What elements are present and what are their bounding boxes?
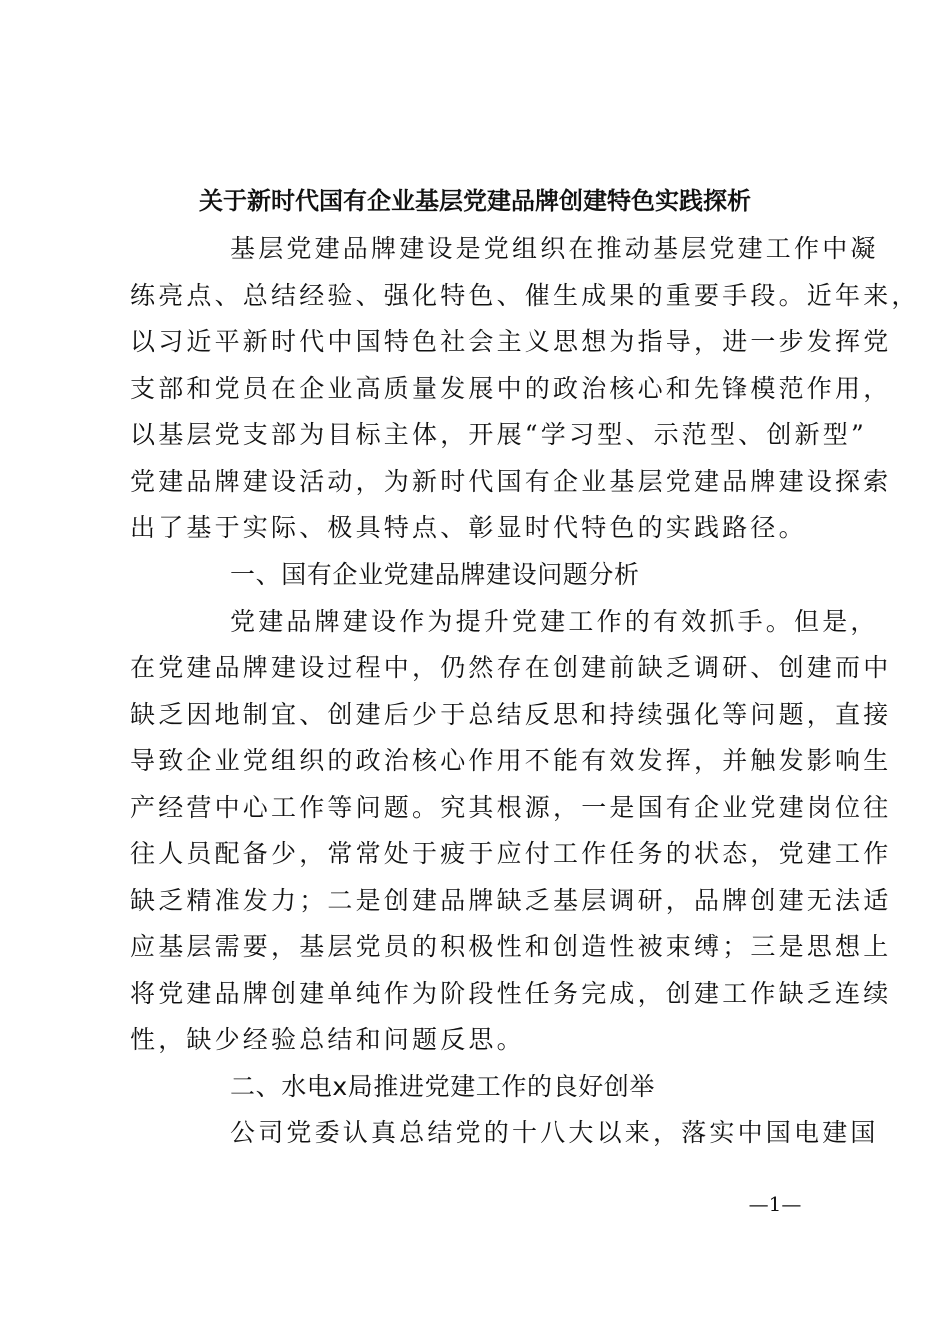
section-heading-2: 二、水电x局推进党建工作的良好创举 <box>230 1072 655 1101</box>
paragraph-line: 党建品牌建设活动，为新时代国有企业基层党建品牌建设探索 <box>130 467 892 496</box>
paragraph-line: 往人员配备少，常常处于疲于应付工作任务的状态，党建工作 <box>130 839 892 868</box>
paragraph-line: 性，缺少经验总结和问题反思。 <box>130 1025 525 1054</box>
paragraph-line: 缺乏精准发力；二是创建品牌缺乏基层调研，品牌创建无法适 <box>130 886 892 915</box>
paragraph-line: 将党建品牌创建单纯作为阶段性任务完成，创建工作缺乏连续 <box>130 979 892 1008</box>
document-title: 关于新时代国有企业基层党建品牌创建特色实践探析 <box>199 186 751 215</box>
paragraph-line: 公司党委认真总结党的十八大以来，落实中国电建国 <box>230 1118 879 1147</box>
paragraph-line: 在党建品牌建设过程中，仍然存在创建前缺乏调研、创建而中 <box>130 653 892 682</box>
section-heading-1: 一、国有企业党建品牌建设问题分析 <box>230 560 640 589</box>
paragraph-line: 以基层党支部为目标主体，开展“学习型、示范型、创新型” <box>130 420 867 449</box>
paragraph-line: 党建品牌建设作为提升党建工作的有效抓手。但是， <box>230 607 879 636</box>
paragraph-line: 出了基于实际、极具特点、彰显时代特色的实践路径。 <box>130 513 807 542</box>
paragraph-line: 支部和党员在企业高质量发展中的政治核心和先锋模范作用， <box>130 374 892 403</box>
paragraph-line: 练亮点、总结经验、强化特色、催生成果的重要手段。近年来， <box>130 281 920 310</box>
paragraph-line: 基层党建品牌建设是党组织在推动基层党建工作中凝 <box>230 234 879 263</box>
paragraph-line: 缺乏因地制宜、创建后少于总结反思和持续强化等问题，直接 <box>130 700 892 729</box>
paragraph-line: 以习近平新时代中国特色社会主义思想为指导，进一步发挥党 <box>130 327 892 356</box>
page-number: —1— <box>748 1192 802 1216</box>
paragraph-line: 应基层需要，基层党员的积极性和创造性被束缚；三是思想上 <box>130 932 892 961</box>
paragraph-line: 产经营中心工作等问题。究其根源，一是国有企业党建岗位往 <box>130 793 892 822</box>
paragraph-line: 导致企业党组织的政治核心作用不能有效发挥，并触发影响生 <box>130 746 892 775</box>
